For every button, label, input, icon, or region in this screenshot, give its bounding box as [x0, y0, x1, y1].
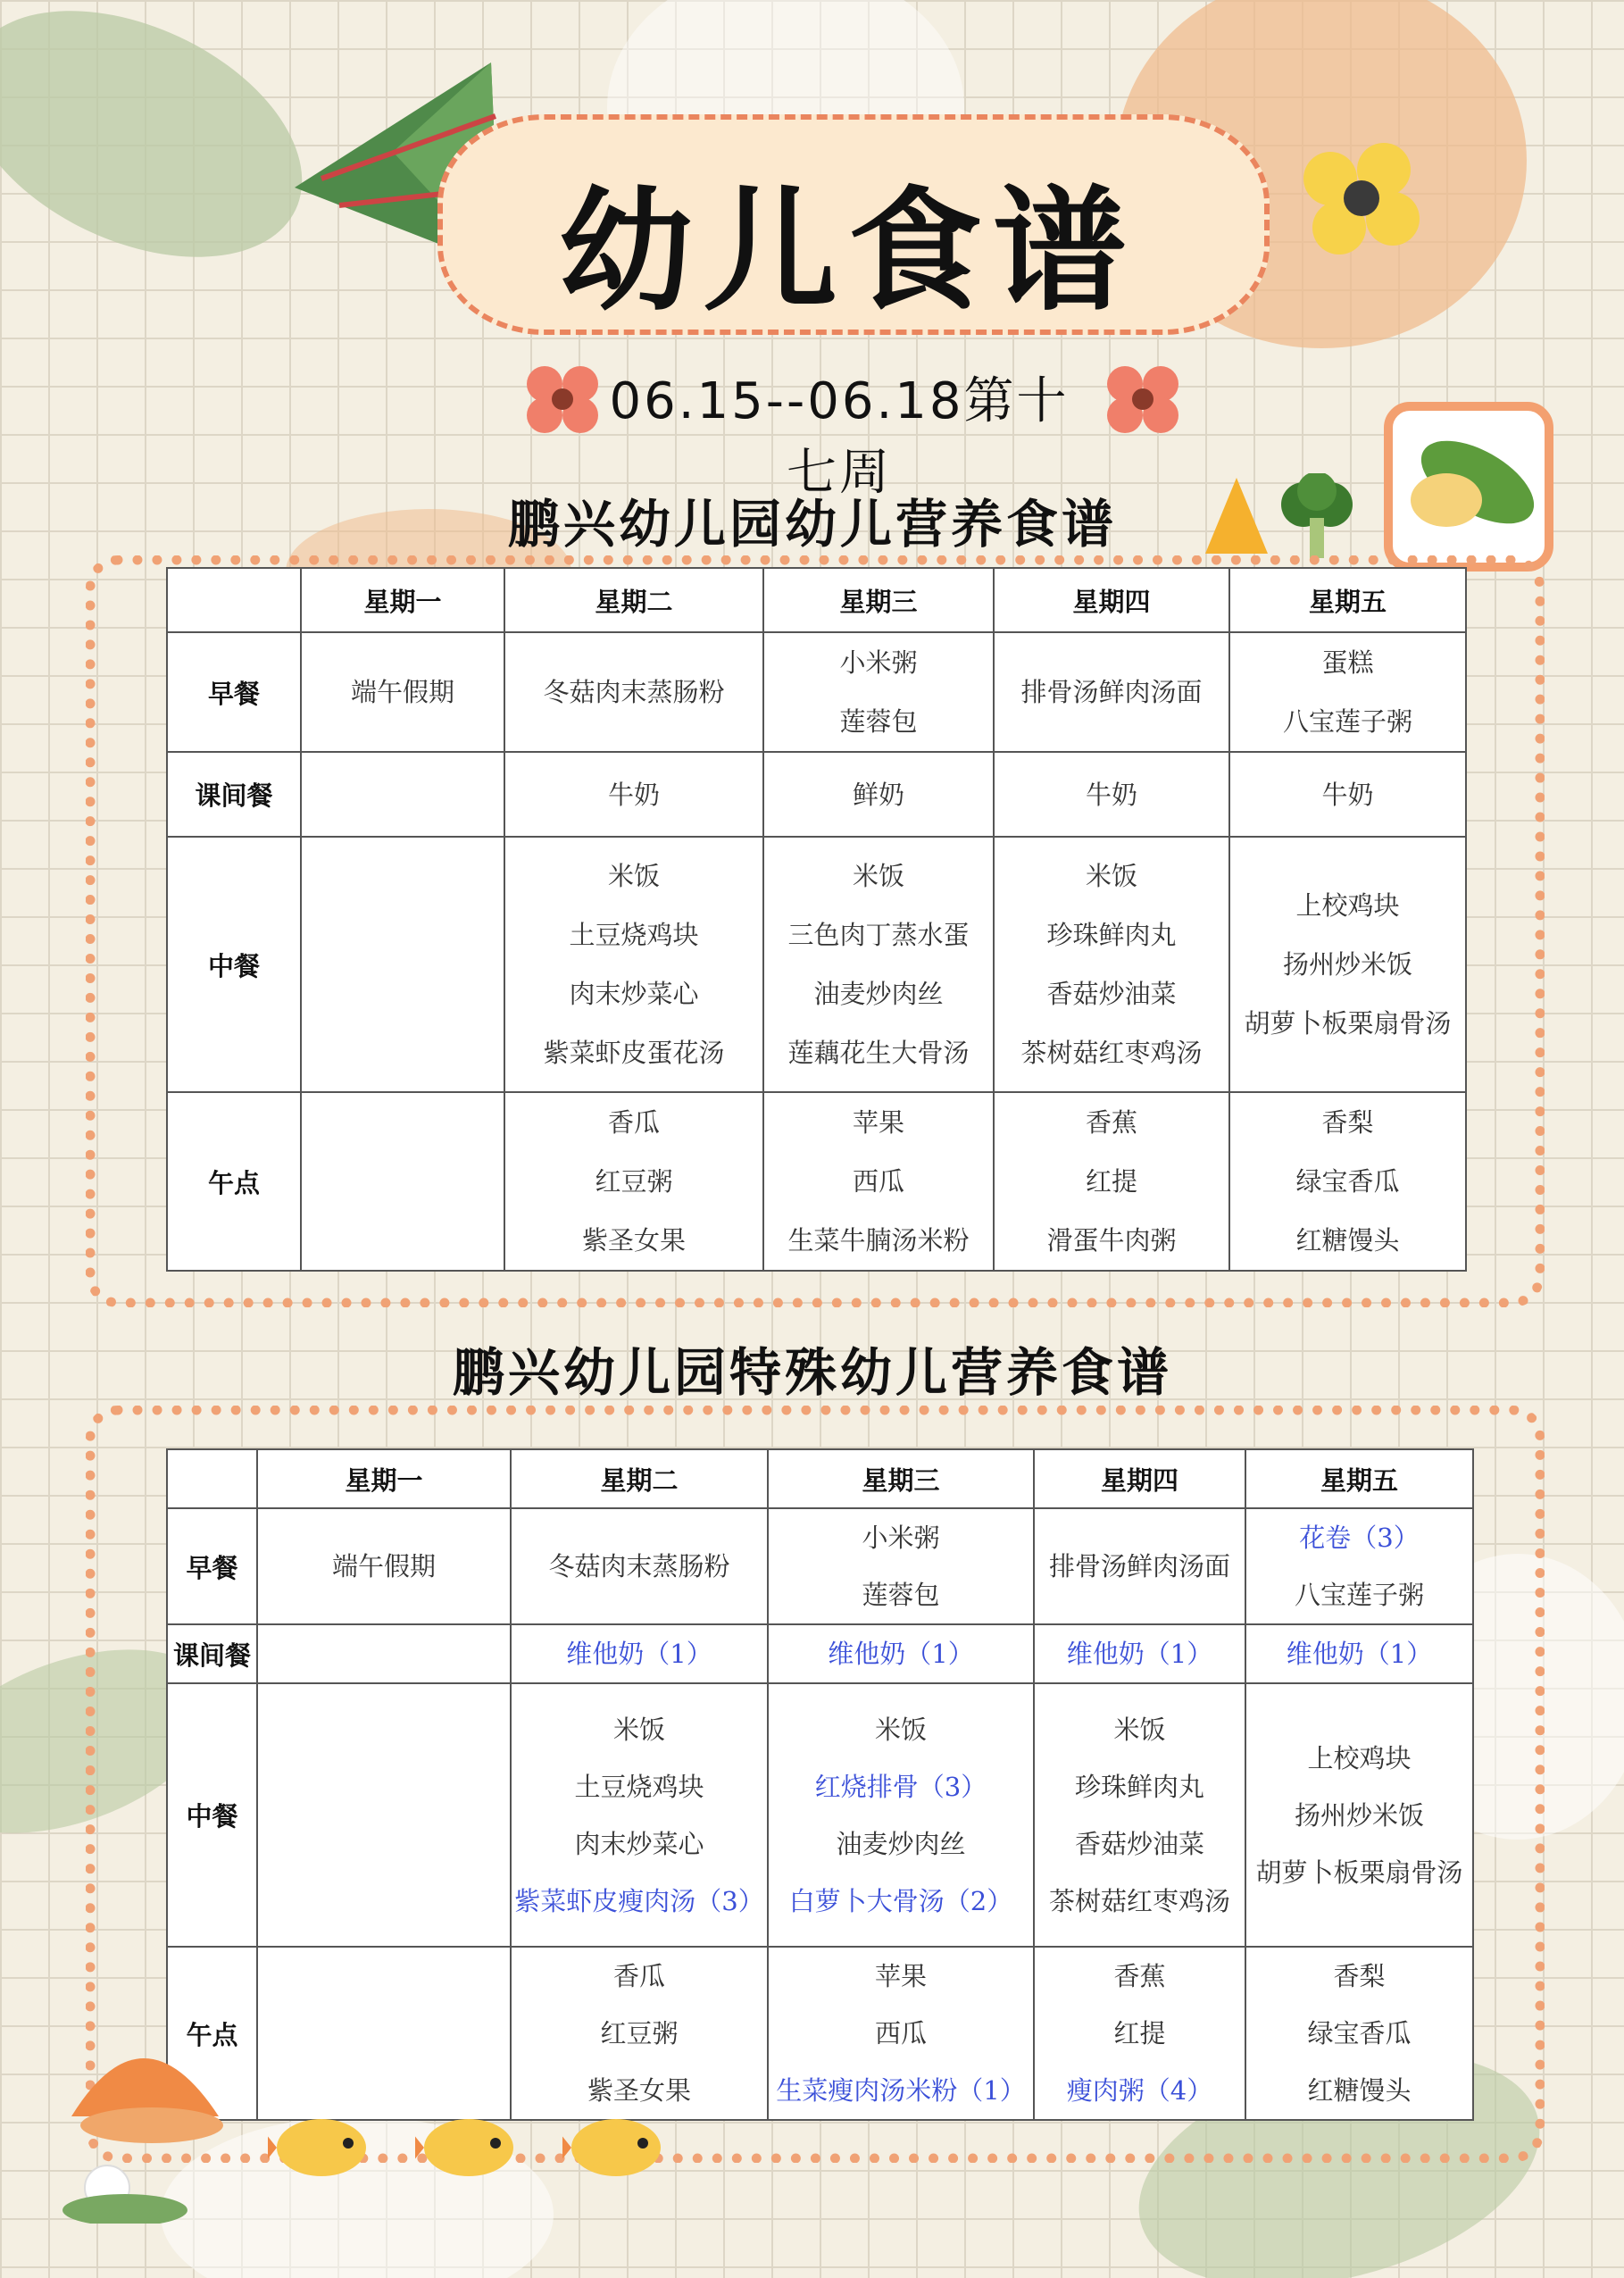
- day-header: 星期四: [1034, 1449, 1245, 1508]
- day-header: 星期五: [1229, 568, 1466, 632]
- menu-cell: [511, 1508, 768, 1624]
- dish-item: 香蕉: [1085, 1107, 1137, 1138]
- dish-item: 蛋糕: [1321, 647, 1374, 678]
- dish-item: 红提: [1085, 1166, 1137, 1197]
- fish-icon: [562, 2107, 679, 2188]
- dish-item: 鲜奶: [852, 779, 904, 810]
- broccoli-icon: [1272, 473, 1362, 563]
- dish-item: 维他奶（1）: [566, 1639, 712, 1669]
- menu-cell: [1034, 1508, 1245, 1624]
- menu-cell: [257, 1947, 511, 2120]
- dish-item: 油麦炒肉丝: [813, 979, 944, 1009]
- dish-item: 牛奶: [1085, 779, 1137, 810]
- dish-item: 生菜牛腩汤米粉: [787, 1225, 970, 1256]
- menu-cell: [1245, 1947, 1473, 2120]
- dish-item: 紫圣女果: [581, 1225, 686, 1256]
- dish-item: 滑蛋牛肉粥: [1046, 1225, 1177, 1256]
- dish-item: 红豆粥: [600, 2018, 679, 2049]
- menu-cell: [1245, 1624, 1473, 1683]
- dish-item: 生菜瘦肉汤米粉（1）: [776, 2075, 1026, 2106]
- dish-item: 西瓜: [874, 2018, 927, 2049]
- dish-item: 花卷（3）: [1299, 1523, 1420, 1553]
- meal-label: 早餐: [167, 1508, 257, 1624]
- dish-item: 绿宝香瓜: [1307, 2018, 1412, 2049]
- menu-cell: [1245, 1508, 1473, 1624]
- table-row: [167, 837, 1466, 1092]
- dish-item: 香菇炒油菜: [1074, 1828, 1204, 1859]
- dish-item: 香蕉: [1113, 1961, 1166, 1991]
- dish-item: 茶树菇红枣鸡汤: [1020, 1038, 1203, 1068]
- menu-cell: [763, 1092, 994, 1271]
- dish-item: 香菇炒油菜: [1046, 979, 1177, 1009]
- dish-item: 端午假期: [331, 1551, 436, 1581]
- dish-item: 莲蓉包: [862, 1580, 940, 1610]
- day-header: 星期三: [768, 1449, 1034, 1508]
- dish-item: 紫菜虾皮瘦肉汤（3）: [514, 1885, 764, 1916]
- menu-cell: [763, 752, 994, 837]
- menu-cell: [768, 1947, 1034, 2120]
- menu2-title: 鹏兴幼儿园特殊幼儿营养食谱: [452, 1342, 1172, 1403]
- dish-item: 珍珠鲜肉丸: [1046, 920, 1177, 950]
- dish-item: 苹果: [874, 1961, 927, 1991]
- dish-item: 肉末炒菜心: [574, 1828, 704, 1859]
- menu-cell: [1245, 1683, 1473, 1947]
- dish-item: 香瓜: [612, 1961, 665, 1991]
- dish-item: 米饭: [874, 1714, 927, 1745]
- week-label: 06.15--06.18第十七周: [609, 372, 1070, 502]
- meal-label: 课间餐: [167, 752, 301, 837]
- day-header: 星期一: [301, 568, 504, 632]
- table-row: [167, 752, 1466, 837]
- meal-label: 午点: [167, 1947, 257, 2120]
- dish-item: 胡萝卜板栗扇骨汤: [1255, 1857, 1463, 1888]
- dish-item: 紫菜虾皮蛋花汤: [543, 1038, 725, 1068]
- dish-item: 牛奶: [607, 779, 660, 810]
- dish-item: 牛奶: [1321, 779, 1374, 810]
- menu-cell: [768, 1624, 1034, 1683]
- dish-item: 米饭: [1085, 861, 1137, 891]
- dish-item: 米饭: [607, 861, 660, 891]
- menu-cell: [1229, 1092, 1466, 1271]
- meal-label: 课间餐: [167, 1624, 257, 1683]
- dish-item: 白萝卜大骨汤（2）: [788, 1885, 1013, 1916]
- dish-item: 红提: [1113, 2018, 1166, 2049]
- table-row: [167, 632, 1466, 752]
- day-header: 星期三: [763, 568, 994, 632]
- dish-item: 胡萝卜板栗扇骨汤: [1244, 1008, 1452, 1039]
- dish-item: 小米粥: [862, 1523, 940, 1553]
- table-row: [167, 1624, 1473, 1683]
- menu1-title: 鹏兴幼儿园幼儿营养食谱: [507, 494, 1117, 555]
- dish-item: 红糖馒头: [1307, 2075, 1412, 2106]
- menu-cell: [1229, 632, 1466, 752]
- meal-label: 中餐: [167, 1683, 257, 1947]
- dish-item: 红烧排骨（3）: [814, 1771, 987, 1802]
- menu-cell: [301, 632, 504, 752]
- menu-cell: [1229, 752, 1466, 837]
- dish-item: 西瓜: [852, 1166, 904, 1197]
- dish-item: 八宝莲子粥: [1282, 706, 1412, 737]
- menu-cell: [1229, 837, 1466, 1092]
- dish-item: 肉末炒菜心: [569, 979, 699, 1009]
- menu-cell: [1034, 1947, 1245, 2120]
- menu-cell: [504, 837, 763, 1092]
- menu-cell: [763, 632, 994, 752]
- dish-item: 维他奶（1）: [1066, 1639, 1213, 1669]
- dish-item: 扬州炒米饭: [1282, 949, 1412, 980]
- day-header: 星期五: [1245, 1449, 1473, 1508]
- menu-cell: [504, 752, 763, 837]
- menu-cell: [257, 1508, 511, 1624]
- dish-item: 莲蓉包: [839, 706, 918, 737]
- menu-cell: [768, 1508, 1034, 1624]
- dish-item: 红豆粥: [595, 1166, 673, 1197]
- dish-item: 莲藕花生大骨汤: [787, 1038, 970, 1068]
- dish-item: 瘦肉粥（4）: [1066, 2075, 1213, 2106]
- peas-card-icon: [1379, 397, 1558, 576]
- dish-item: 土豆烧鸡块: [574, 1771, 704, 1802]
- menu-cell: [301, 752, 504, 837]
- menu-cell: [1034, 1624, 1245, 1683]
- dish-item: 油麦炒肉丝: [836, 1828, 966, 1859]
- dish-item: 端午假期: [350, 677, 454, 707]
- menu-cell: [1034, 1683, 1245, 1947]
- meal-label: 中餐: [167, 837, 301, 1092]
- dish-item: 土豆烧鸡块: [569, 920, 699, 950]
- table-row: [167, 1683, 1473, 1947]
- menu-cell: [994, 837, 1229, 1092]
- dish-item: 香梨: [1321, 1107, 1374, 1138]
- table-corner: [167, 568, 301, 632]
- menu-cell: [511, 1947, 768, 2120]
- dish-item: 上校鸡块: [1295, 890, 1400, 921]
- dish-item: 上校鸡块: [1307, 1742, 1412, 1773]
- menu2-table: [166, 1448, 1474, 2121]
- dish-item: 维他奶（1）: [1286, 1639, 1433, 1669]
- dish-item: 苹果: [852, 1107, 904, 1138]
- menu1-table: [166, 567, 1467, 1272]
- menu-cell: [994, 752, 1229, 837]
- right-flower-icon: [1103, 357, 1183, 438]
- dish-item: 维他奶（1）: [828, 1639, 974, 1669]
- dish-item: 排骨汤鲜肉汤面: [1020, 677, 1203, 707]
- fish-icon: [415, 2107, 531, 2188]
- dish-item: 紫圣女果: [587, 2075, 691, 2106]
- dish-item: 香瓜: [607, 1107, 660, 1138]
- day-header: 星期二: [504, 568, 763, 632]
- dish-item: 米饭: [1113, 1714, 1166, 1745]
- dish-item: 红糖馒头: [1295, 1225, 1400, 1256]
- dish-item: 米饭: [612, 1714, 665, 1745]
- mushroom-parachute-icon: [54, 2018, 232, 2224]
- meal-label: 早餐: [167, 632, 301, 752]
- dish-item: 冬菇肉末蒸肠粉: [543, 677, 725, 707]
- table-row: [167, 1508, 1473, 1624]
- table-row: [167, 1947, 1473, 2120]
- page-title: 幼儿食谱: [558, 174, 1137, 330]
- menu-cell: [768, 1683, 1034, 1947]
- day-header: 星期二: [511, 1449, 768, 1508]
- table-row: [167, 1092, 1466, 1271]
- menu-cell: [511, 1683, 768, 1947]
- dish-item: 扬州炒米饭: [1294, 1799, 1424, 1831]
- dish-item: 茶树菇红枣鸡汤: [1048, 1885, 1230, 1916]
- menu-cell: [994, 632, 1229, 752]
- menu-cell: [763, 837, 994, 1092]
- day-header: 星期四: [994, 568, 1229, 632]
- flower-icon: [1295, 134, 1428, 259]
- dish-item: 香梨: [1333, 1961, 1386, 1991]
- table-corner: [167, 1449, 257, 1508]
- dish-item: 绿宝香瓜: [1295, 1166, 1400, 1197]
- menu-cell: [504, 1092, 763, 1271]
- dish-item: 珍珠鲜肉丸: [1074, 1771, 1204, 1802]
- menu-cell: [994, 1092, 1229, 1271]
- menu-cell: [504, 632, 763, 752]
- day-header: 星期一: [257, 1449, 511, 1508]
- dish-item: 排骨汤鲜肉汤面: [1048, 1551, 1230, 1581]
- meal-label: 午点: [167, 1092, 301, 1271]
- menu-cell: [511, 1624, 768, 1683]
- dish-item: 小米粥: [839, 647, 918, 678]
- fish-icon: [268, 2107, 384, 2188]
- menu-cell: [257, 1683, 511, 1947]
- menu-cell: [301, 1092, 504, 1271]
- dish-item: 三色肉丁蒸水蛋: [787, 920, 970, 950]
- dish-item: 八宝莲子粥: [1294, 1580, 1424, 1610]
- menu-cell: [257, 1624, 511, 1683]
- dish-item: 冬菇肉末蒸肠粉: [548, 1551, 730, 1581]
- dish-item: 米饭: [852, 861, 904, 891]
- menu-cell: [301, 837, 504, 1092]
